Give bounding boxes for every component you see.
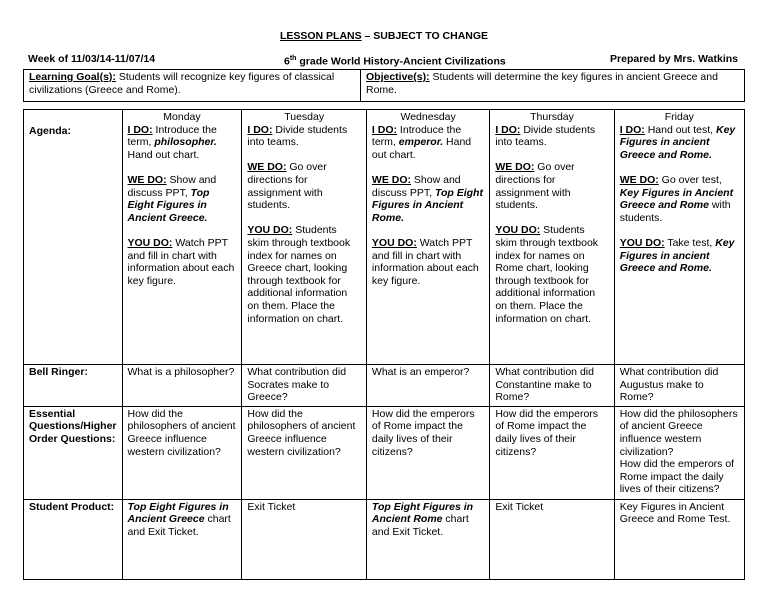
prepared-by: Prepared by Mrs. Watkins	[610, 53, 738, 65]
agenda-tuesday: Tuesday I DO: Divide students into teams. WE DO: Go over directions for assignment with students. YOU DO: Students skim through textbook index for names on Greece chart, looking through textbook for additional information on them. Place the information on chart.	[242, 110, 367, 365]
agenda-wednesday: Wednesday I DO: Introduce the term, emperor. Hand out chart. WE DO: Show and discuss PPT, Top Eight Figures in Ancient Rome. YOU DO: Watch PPT and fill in chart with information about each key figure.	[366, 110, 489, 365]
title-lesson-plans: LESSON PLANS	[279, 30, 362, 42]
objective-cell	[361, 70, 745, 102]
product-monday: Top Eight Figures in Ancient Greece chart and Exit Ticket.	[122, 499, 242, 579]
bell-ringer-row	[24, 365, 745, 407]
learning-goal-text: Students will recognize key figures of classical civilizations (Greece and Rome).	[29, 71, 335, 96]
bell-tuesday: What contribution did Socrates make to Greece?	[242, 365, 367, 407]
agenda-row	[24, 110, 745, 365]
product-wednesday: Top Eight Figures in Ancient Rome chart and Exit Ticket.	[366, 499, 489, 579]
day-header-tuesday: Tuesday	[284, 111, 325, 123]
essential-monday: How did the philosophers of ancient Greece influence western civilization?	[122, 406, 242, 499]
essential-thursday: How did the emperors of Rome impact the daily lives of their citizens?	[490, 406, 614, 499]
essential-questions-label: Essential Questions/Higher Order Questions:	[24, 406, 123, 499]
goals-table	[23, 69, 745, 102]
lesson-plan-table	[23, 109, 745, 580]
product-thursday: Exit Ticket	[490, 499, 614, 579]
learning-goal-label: Learning Goal(s):	[29, 71, 116, 83]
grade-subject	[284, 53, 506, 68]
document-title	[0, 30, 768, 43]
agenda-friday: Friday I DO: Hand out test, Key Figures in ancient Greece and Rome. WE DO: Go over test, Key Figures in Ancient Greece and Rome with students. YOU DO: Take test, Key Figures in ancient Greece and Rome.	[614, 110, 744, 365]
bell-monday: What is a philosopher?	[122, 365, 242, 407]
bell-thursday: What contribution did Constantine make to Rome?	[490, 365, 614, 407]
agenda-monday: Monday I DO: Introduce the term, philosopher. Hand out chart. WE DO: Show and discuss PPT, Top Eight Figures in Ancient Greece. YOU DO: Watch PPT and fill in chart with information about each key figure.	[122, 110, 242, 365]
bell-ringer-label: Bell Ringer:	[24, 365, 123, 407]
day-header-thursday: Thursday	[530, 111, 574, 123]
bell-wednesday: What is an emperor?	[366, 365, 489, 407]
essential-questions-row	[24, 406, 745, 499]
bell-friday: What contribution did Augustus make to Rome?	[614, 365, 744, 407]
agenda-label: Agenda:	[24, 110, 123, 365]
essential-friday: How did the philosophers of ancient Greece influence western civilization? How did the emperors of Rome impact the daily lives of their citizens?	[614, 406, 744, 499]
student-product-label: Student Product:	[24, 499, 123, 579]
day-header-friday: Friday	[664, 111, 694, 123]
subject-name: grade World History-Ancient Civilizations	[296, 55, 506, 68]
student-product-row	[24, 499, 745, 579]
essential-wednesday: How did the emperors of Rome impact the daily lives of their citizens?	[366, 406, 489, 499]
objective-text: Students will determine the key figures in ancient Greece and Rome.	[366, 71, 718, 96]
learning-goal-cell	[24, 70, 361, 102]
day-header-monday: Monday	[163, 111, 201, 123]
title-subject-note: – SUBJECT TO CHANGE	[361, 30, 489, 42]
grade-suffix: th	[289, 55, 297, 62]
day-header-wednesday: Wednesday	[400, 111, 456, 123]
product-tuesday: Exit Ticket	[242, 499, 367, 579]
week-label: Week of 11/03/14-11/07/14	[28, 53, 156, 65]
product-friday: Key Figures in Ancient Greece and Rome Test.	[614, 499, 744, 579]
objective-label: Objective(s):	[366, 71, 430, 83]
grade-number: 6	[284, 55, 290, 68]
essential-tuesday: How did the philosophers of ancient Greece influence western civilization?	[242, 406, 367, 499]
agenda-thursday: Thursday I DO: Divide students into teams. WE DO: Go over directions for assignment with students. YOU DO: Students skim through textbook index for names on Rome chart, looking through textbook for additional information on them. Place the information on chart.	[490, 110, 614, 365]
